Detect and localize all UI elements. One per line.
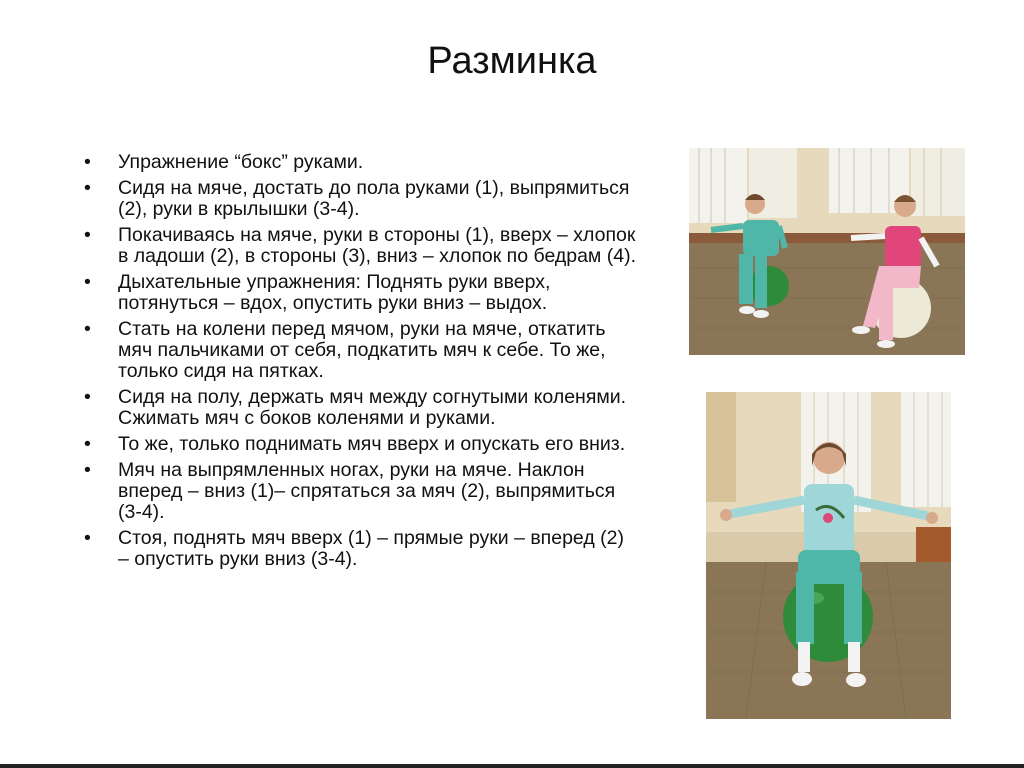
bullet-marker: • [84,151,91,173]
bullet-marker: • [84,527,91,549]
list-item-text: Упражнение “бокс” руками. [118,151,364,173]
bullet-marker: • [84,224,91,246]
list-item-text: Сидя на полу, держать мяч между согнутыми коленями. Сжимать мяч с боков коленями и руками. [118,386,627,429]
slide-bottom-border [0,764,1024,768]
bullet-marker: • [84,318,91,340]
list-item [80,434,640,455]
photo-two-girls-on-balls [689,148,965,355]
bullet-marker: • [84,386,91,408]
bullet-marker: • [84,177,91,199]
list-item-text: Дыхательные упражнения: Поднять руки вверх, потянуться – вдох, опустить руки вниз – выдох. [118,271,551,314]
list-item-text: То же, только поднимать мяч вверх и опускать его вниз. [118,433,626,455]
exercise-list [80,152,640,575]
list-item [80,152,640,173]
list-item-text: Сидя на мяче, достать до пола руками (1), выпрямиться (2), руки в крылышки (3-4). [118,177,630,220]
list-item [80,528,640,570]
list-item [80,178,640,220]
bullet-marker: • [84,433,91,455]
list-item [80,225,640,267]
list-item [80,460,640,523]
list-item-text: Стоя, поднять мяч вверх (1) – прямые руки – вперед (2) – опустить руки вниз (3-4). [118,527,624,570]
list-item [80,319,640,382]
bullet-marker: • [84,459,91,481]
photo-girl-on-green-ball [706,392,951,719]
list-item [80,272,640,314]
list-item-text: Мяч на выпрямленных ногах, руки на мяче. Наклон вперед – вниз (1)– спрятаться за мяч (2), выпрямиться (3-4). [118,459,616,523]
bullet-marker: • [84,271,91,293]
list-item-text: Стать на колени перед мячом, руки на мяче, откатить мяч пальчиками от себя, подкатить мяч к себе. То же, только сидя на пятках. [118,318,606,382]
list-item [80,387,640,429]
slide-title: Разминка [427,40,597,82]
list-item-text: Покачиваясь на мяче, руки в стороны (1), вверх – хлопок в ладоши (2), в стороны (3), вниз – хлопок по бедрам (4). [118,224,637,267]
